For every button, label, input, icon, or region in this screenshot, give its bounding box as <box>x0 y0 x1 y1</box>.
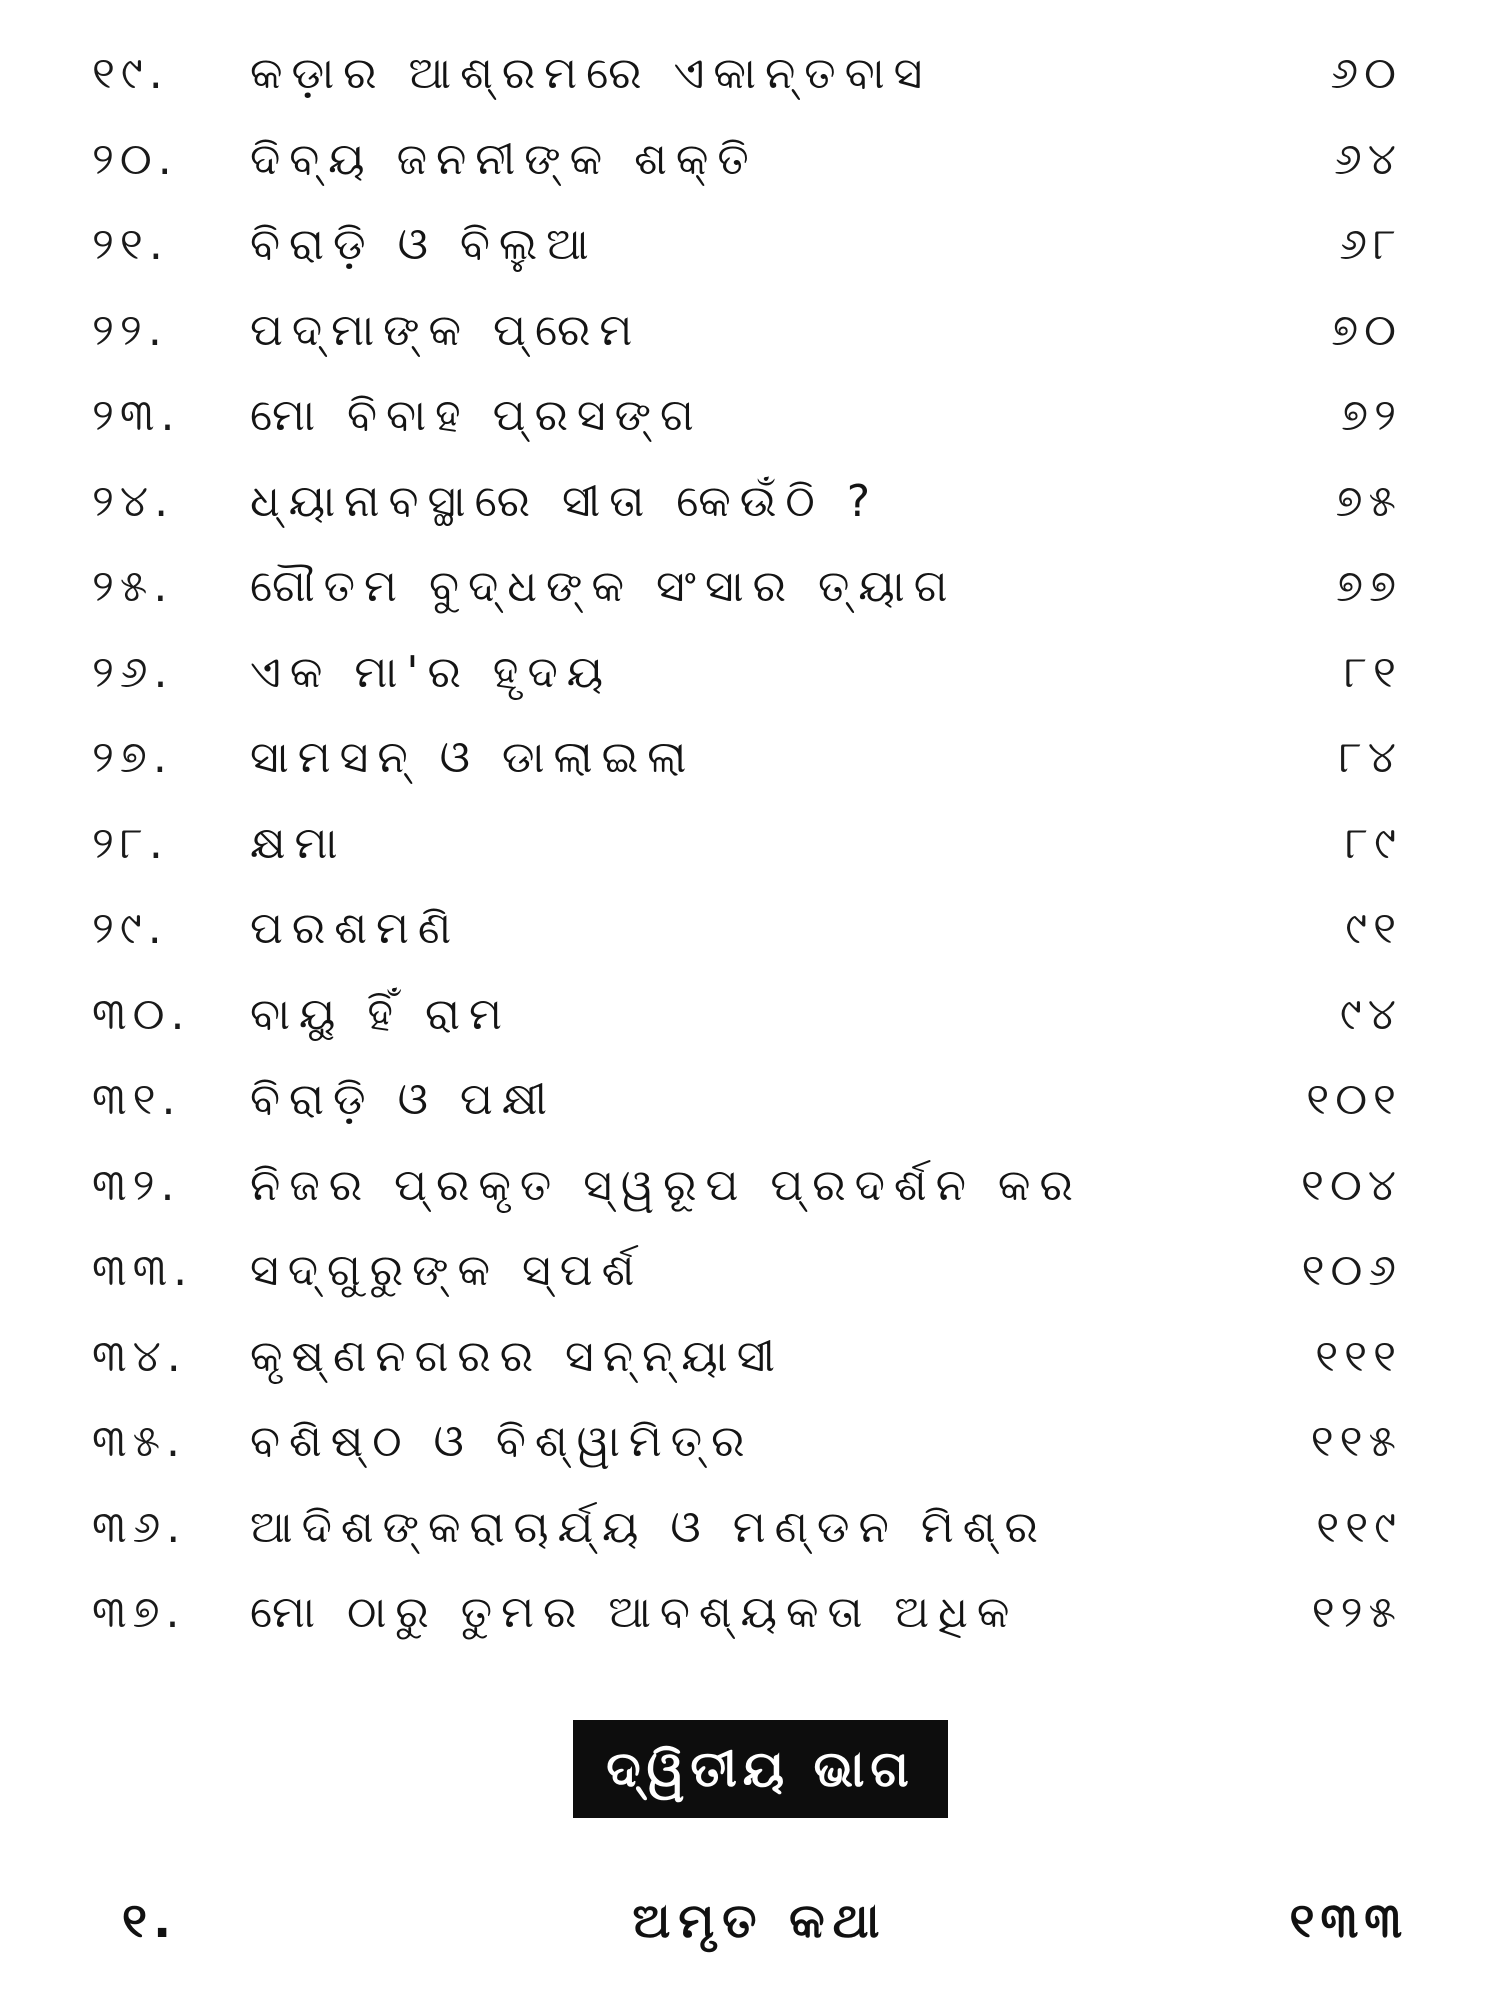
toc-entry-number: ୨୭. <box>92 732 173 783</box>
toc-row <box>0 1319 1500 1405</box>
toc-entry-number: ୧. <box>122 1893 178 1949</box>
toc-entry-page: ୭୦ <box>1331 304 1402 356</box>
toc-entry-title: କୃଷ୍ଣନଗରର ସନ୍ନ୍ୟାସୀ <box>250 1330 784 1382</box>
toc-entry-number: ୨୦. <box>92 133 178 185</box>
toc-entry-page: ୧୦୬ <box>1301 1245 1402 1296</box>
toc-entry-title: ପରଶମଣି <box>250 903 461 954</box>
toc-entry-page: ୮୯ <box>1345 817 1402 869</box>
toc-entry-page: ୯୪ <box>1339 988 1402 1040</box>
toc-entry-page: ୬୪ <box>1334 133 1402 185</box>
toc-row <box>0 293 1500 379</box>
toc-entry-title: ମୋ ବିବାହ ପ୍ରସଙ୍ଗ <box>250 390 703 441</box>
toc-entry-title: ବିରାଡ଼ି ଓ ବିଲୁଆ <box>250 219 598 270</box>
toc-row <box>0 720 1500 806</box>
toc-entry-page: ୧୩୩ <box>1289 1893 1408 1949</box>
toc-entry-page: ୧୦୧ <box>1306 1074 1402 1125</box>
toc-entry-number: ୨୨. <box>92 304 168 356</box>
toc-row <box>0 1404 1500 1490</box>
toc-entry-number: ୩୩. <box>92 1245 194 1296</box>
toc-row <box>0 36 1500 122</box>
toc-entry-number: ୩୪. <box>92 1330 187 1382</box>
toc-row <box>0 635 1500 721</box>
toc-entry-title: ବାୟୁ ହିଁ ରାମ <box>250 988 511 1040</box>
toc-row <box>0 1148 1500 1234</box>
toc-entry-number: ୨୬. <box>92 646 174 698</box>
toc-row <box>0 1233 1500 1319</box>
toc-row <box>0 207 1500 293</box>
toc-row <box>0 464 1500 550</box>
toc-entry-page: ୧୧୫ <box>1310 1416 1402 1467</box>
toc-row <box>0 977 1500 1063</box>
toc-row <box>0 891 1500 977</box>
toc-entry-title: ବଶିଷ୍ଠ ଓ ବିଶ୍ୱାମିତ୍ର <box>250 1416 754 1467</box>
toc-entry-number: ୩୭. <box>92 1587 186 1638</box>
toc-entry-title: ଆଦିଶଙ୍କରାଚାର୍ଯ୍ୟ ଓ ମଣ୍ଡନ ମିଶ୍ର <box>250 1501 1047 1553</box>
toc-entry-title: ନିଜର ପ୍ରକୃତ ସ୍ୱରୂପ ପ୍ରଦର୍ଶନ କର <box>250 1159 1082 1211</box>
toc-entry-page: ୯୧ <box>1345 903 1402 954</box>
toc-entry-title: କ୍ଷମା <box>250 817 347 869</box>
toc-entry-number: ୨୪. <box>92 475 175 527</box>
toc-row <box>0 378 1500 464</box>
toc-row <box>0 806 1500 892</box>
toc-row <box>0 549 1500 635</box>
toc-entry-page: ୭୫ <box>1335 475 1402 527</box>
toc-entry-page: ୬୦ <box>1330 48 1402 99</box>
toc-row <box>0 1490 1500 1576</box>
toc-entry-title: ଦିବ୍ୟ ଜନନୀଙ୍କ ଶକ୍ତି <box>250 133 758 185</box>
part-two-toc-row <box>0 1882 1500 1962</box>
toc-entry-title: ସାମସନ୍ ଓ ଡାଲାଇଲା <box>250 732 696 783</box>
toc-list <box>0 36 1500 1661</box>
toc-entry-page: ୭୭ <box>1336 561 1402 612</box>
toc-entry-number: ୨୯. <box>92 903 168 954</box>
toc-entry-page: ୮୧ <box>1344 646 1402 698</box>
toc-entry-page: ୧୨୫ <box>1311 1587 1402 1638</box>
toc-entry-title: ଏକ ମା'ର ହୃଦୟ <box>250 646 613 698</box>
toc-entry-page: ୧୦୪ <box>1301 1159 1402 1211</box>
toc-entry-title: ମୋ ଠାରୁ ତୁମର ଆବଶ୍ୟକତା ଅଧିକ <box>250 1587 1019 1638</box>
toc-row <box>0 122 1500 208</box>
toc-entry-number: ୨୩. <box>92 390 181 441</box>
toc-entry-number: ୩୬. <box>92 1501 187 1553</box>
toc-entry-title: ବିରାଡ଼ି ଓ ପକ୍ଷୀ <box>250 1074 556 1125</box>
toc-entry-title: ଅମୃତ କଥା <box>632 1893 888 1949</box>
toc-entry-page: ୬୮ <box>1339 219 1402 270</box>
toc-entry-number: ୨୧. <box>92 219 169 270</box>
toc-entry-number: ୨୮. <box>92 817 169 869</box>
toc-entry-title: ଗୌତମ ବୁଦ୍ଧଙ୍କ ସଂସାର ତ୍ୟାଗ <box>250 561 957 612</box>
toc-entry-title: ସଦ୍‌ଗୁରୁଙ୍କ ସ୍ପର୍ଶ <box>250 1245 644 1296</box>
toc-row <box>0 1575 1500 1661</box>
toc-entry-number: ୨୫. <box>92 561 174 612</box>
toc-entry-page: ୧୧୯ <box>1316 1501 1402 1553</box>
part-two-heading: ଦ୍ୱିତୀୟ ଭାଗ <box>573 1720 948 1818</box>
toc-entry-number: ୩୧. <box>92 1074 182 1125</box>
toc-entry-number: ୩୫. <box>92 1416 187 1467</box>
toc-row <box>0 1062 1500 1148</box>
toc-entry-page: ୮୪ <box>1338 732 1402 783</box>
toc-entry-number: ୩୨. <box>92 1159 181 1211</box>
toc-entry-number: ୧୯. <box>92 48 169 99</box>
toc-entry-number: ୩୦. <box>92 988 191 1040</box>
toc-entry-title: ପଦ୍ମାଙ୍କ ପ୍ରେମ <box>250 304 642 356</box>
toc-entry-title: କଡ଼ାର ଆଶ୍ରମରେ ଏକାନ୍ତବାସ <box>250 48 932 99</box>
toc-entry-page: ୭୨ <box>1341 390 1402 441</box>
toc-entry-page: ୧୧୧ <box>1315 1330 1402 1382</box>
toc-entry-title: ଧ୍ୟାନାବସ୍ଥାରେ ସୀତା କେଉଁଠି ? <box>250 475 880 527</box>
